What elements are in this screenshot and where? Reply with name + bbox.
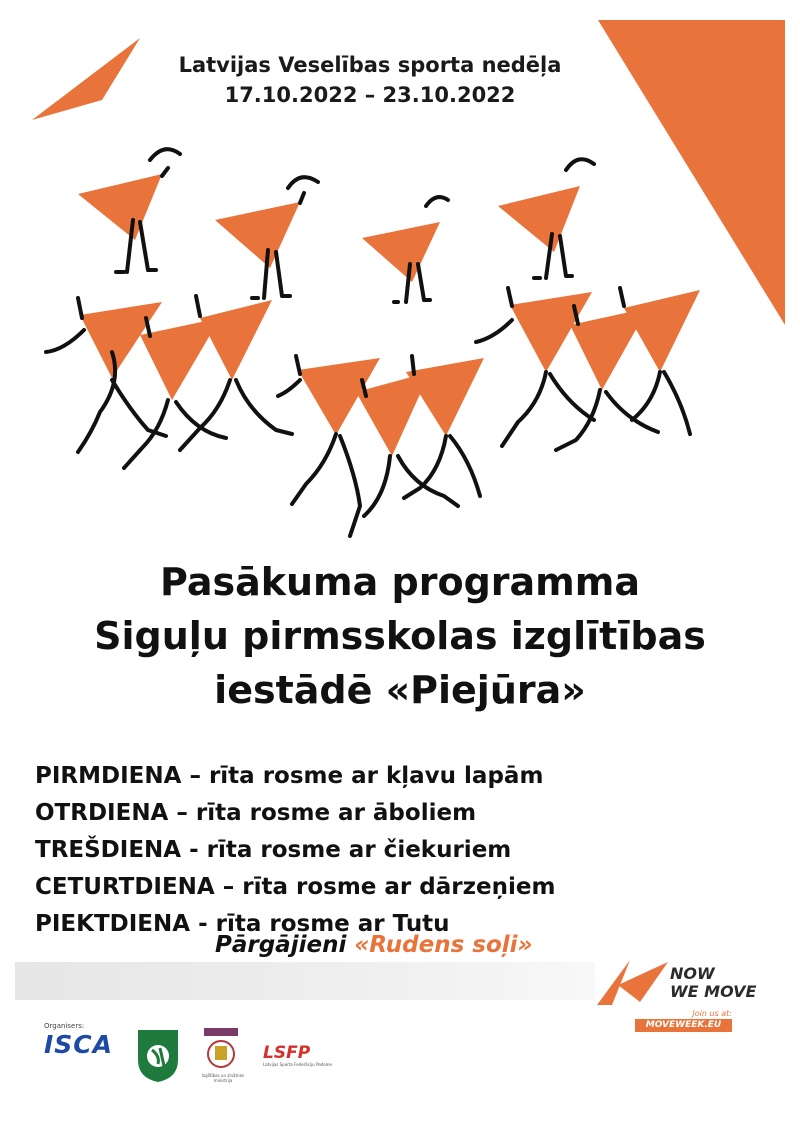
separator: – bbox=[181, 763, 209, 789]
separator: - bbox=[190, 911, 216, 937]
hike-prefix: Pārgājieni bbox=[215, 932, 347, 958]
day-name: OTRDIENA bbox=[35, 800, 169, 826]
figure bbox=[78, 149, 180, 272]
day-activity: rīta rosme ar kļavu lapām bbox=[208, 763, 544, 789]
title-line-2: Siguļu pirmsskolas izglītības bbox=[94, 614, 706, 658]
day-name: PIRMDIENA bbox=[35, 763, 182, 789]
figure bbox=[215, 177, 318, 298]
lsfp-logo: LSFP bbox=[263, 1043, 311, 1063]
hike-line bbox=[215, 932, 532, 958]
figure bbox=[498, 159, 594, 278]
now-we-move-mark bbox=[597, 960, 668, 1005]
page-title bbox=[0, 555, 800, 717]
walking-figures-middle bbox=[278, 356, 484, 536]
event-header bbox=[150, 50, 590, 110]
join-us-label: Join us at: bbox=[692, 1009, 732, 1018]
day-name: CETURTDIENA bbox=[35, 874, 215, 900]
lsa-badge bbox=[138, 1030, 178, 1082]
day-activity: rīta rosme ar dārzeņiem bbox=[242, 874, 556, 900]
lsfp-subtitle: Latvijas Sporta Federāciju Padome bbox=[263, 1062, 332, 1067]
ministry-label: Izglītības un zinātnes ministrija bbox=[201, 1073, 245, 1083]
day-name: TREŠDIENA bbox=[35, 837, 182, 863]
top-left-triangle bbox=[32, 38, 140, 120]
now-we-move-text bbox=[670, 965, 756, 1001]
day-name: PIEKTDIENA bbox=[35, 911, 191, 937]
program-row-wednesday bbox=[35, 832, 555, 869]
day-activity: rīta rosme ar čiekuriem bbox=[206, 837, 512, 863]
ministry-emblem bbox=[204, 1028, 238, 1067]
separator: - bbox=[181, 837, 207, 863]
walking-figures-right bbox=[476, 288, 700, 450]
walking-figures-left bbox=[46, 296, 292, 468]
footer-band bbox=[15, 962, 595, 1000]
figure bbox=[362, 197, 448, 302]
isca-logo: ISCA bbox=[44, 1030, 114, 1059]
separator: – bbox=[214, 874, 243, 900]
day-activity: rīta rosme ar āboliem bbox=[195, 800, 477, 826]
day-activity: rīta rosme ar Tutu bbox=[215, 911, 450, 937]
title-line-1: Pasākuma programma bbox=[160, 560, 640, 604]
moveweek-link[interactable]: MOVEWEEK.EU bbox=[635, 1019, 732, 1032]
organisers-label: Organisers: bbox=[44, 1022, 85, 1030]
event-name: Latvijas Veselības sporta nedēļa bbox=[178, 53, 562, 77]
hike-name: «Rudens soļi» bbox=[354, 932, 533, 958]
program-list bbox=[35, 758, 555, 943]
nwm-line-2: WE MOVE bbox=[670, 982, 757, 1001]
program-row-monday bbox=[35, 758, 555, 795]
event-dates: 17.10.2022 – 23.10.2022 bbox=[224, 83, 516, 107]
program-row-tuesday bbox=[35, 795, 555, 832]
exercise-figures bbox=[78, 149, 594, 302]
nwm-line-1: NOW bbox=[670, 964, 715, 983]
title-line-3: iestādē «Piejūra» bbox=[214, 668, 586, 712]
separator: – bbox=[168, 800, 196, 826]
top-right-triangle bbox=[598, 20, 785, 325]
program-row-thursday bbox=[35, 869, 555, 906]
